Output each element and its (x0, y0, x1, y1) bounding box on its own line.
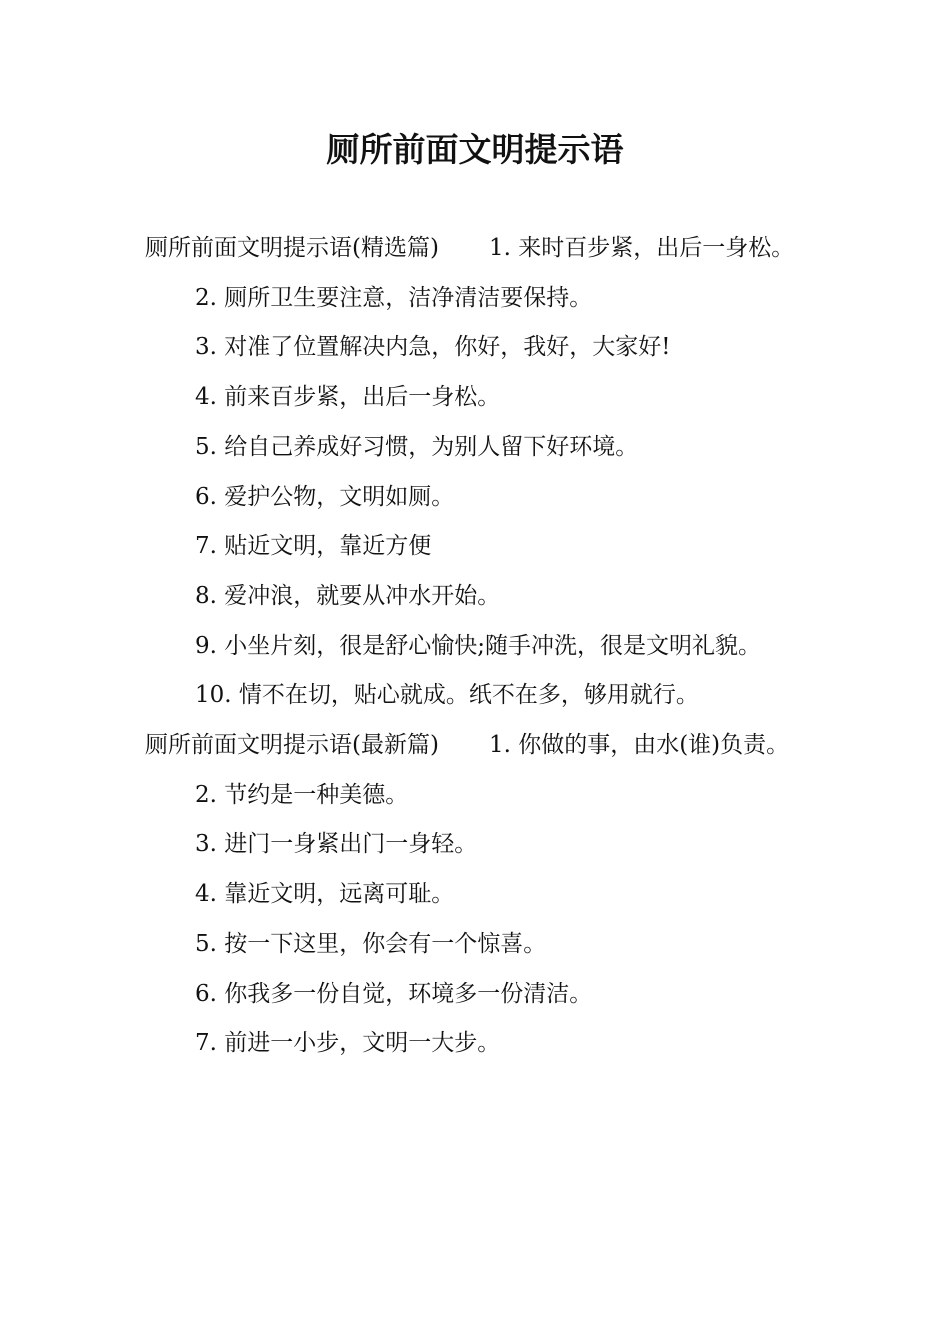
section1-item-8: 8. 爱冲浪，就要从冲水开始。 (195, 582, 501, 609)
document-body (145, 224, 807, 1069)
section1-item-5: 5. 给自己养成好习惯，为别人留下好环境。 (195, 433, 639, 460)
section1-item-2: 2. 厕所卫生要注意，洁净清洁要保持。 (195, 284, 593, 311)
section1-item-3: 3. 对准了位置解决内急，你好，我好，大家好! (195, 334, 671, 361)
section1-item-7: 7. 贴近文明，靠近方便 (195, 533, 432, 560)
section2-item-6: 6. 你我多一份自觉，环境多一份清洁。 (195, 980, 593, 1007)
section2-item-7: 7. 前进一小步，文明一大步。 (195, 1030, 501, 1057)
section2-item-2: 2. 节约是一种美德。 (195, 781, 409, 808)
section2-intro (145, 721, 807, 771)
document-title: 厕所前面文明提示语 (326, 130, 624, 169)
section1-item-6: 6. 爱护公物，文明如厕。 (195, 483, 455, 510)
section2-item-5: 5. 按一下这里，你会有一个惊喜。 (195, 930, 547, 957)
section1-item-1: 1. 来时百步紧，出后一身松。 (488, 235, 795, 261)
section2-item-4: 4. 靠近文明，远离可耻。 (195, 881, 455, 908)
section1-item-4: 4. 前来百步紧，出后一身松。 (195, 384, 501, 411)
section2-heading: 厕所前面文明提示语(最新篇) (145, 732, 439, 759)
section1-item-9: 9. 小坐片刻，很是舒心愉快;随手冲洗，很是文明礼貌。 (195, 632, 762, 659)
section2-item-3: 3. 进门一身紧出门一身轻。 (195, 831, 478, 858)
section2-item-1: 1. 你做的事，由水(谁)负责。 (488, 732, 790, 759)
section1-heading: 厕所前面文明提示语(精选篇) (145, 235, 439, 261)
section1-intro (145, 224, 807, 274)
section1-item-10: 10. 情不在切，贴心就成。纸不在多，够用就行。 (195, 682, 699, 709)
